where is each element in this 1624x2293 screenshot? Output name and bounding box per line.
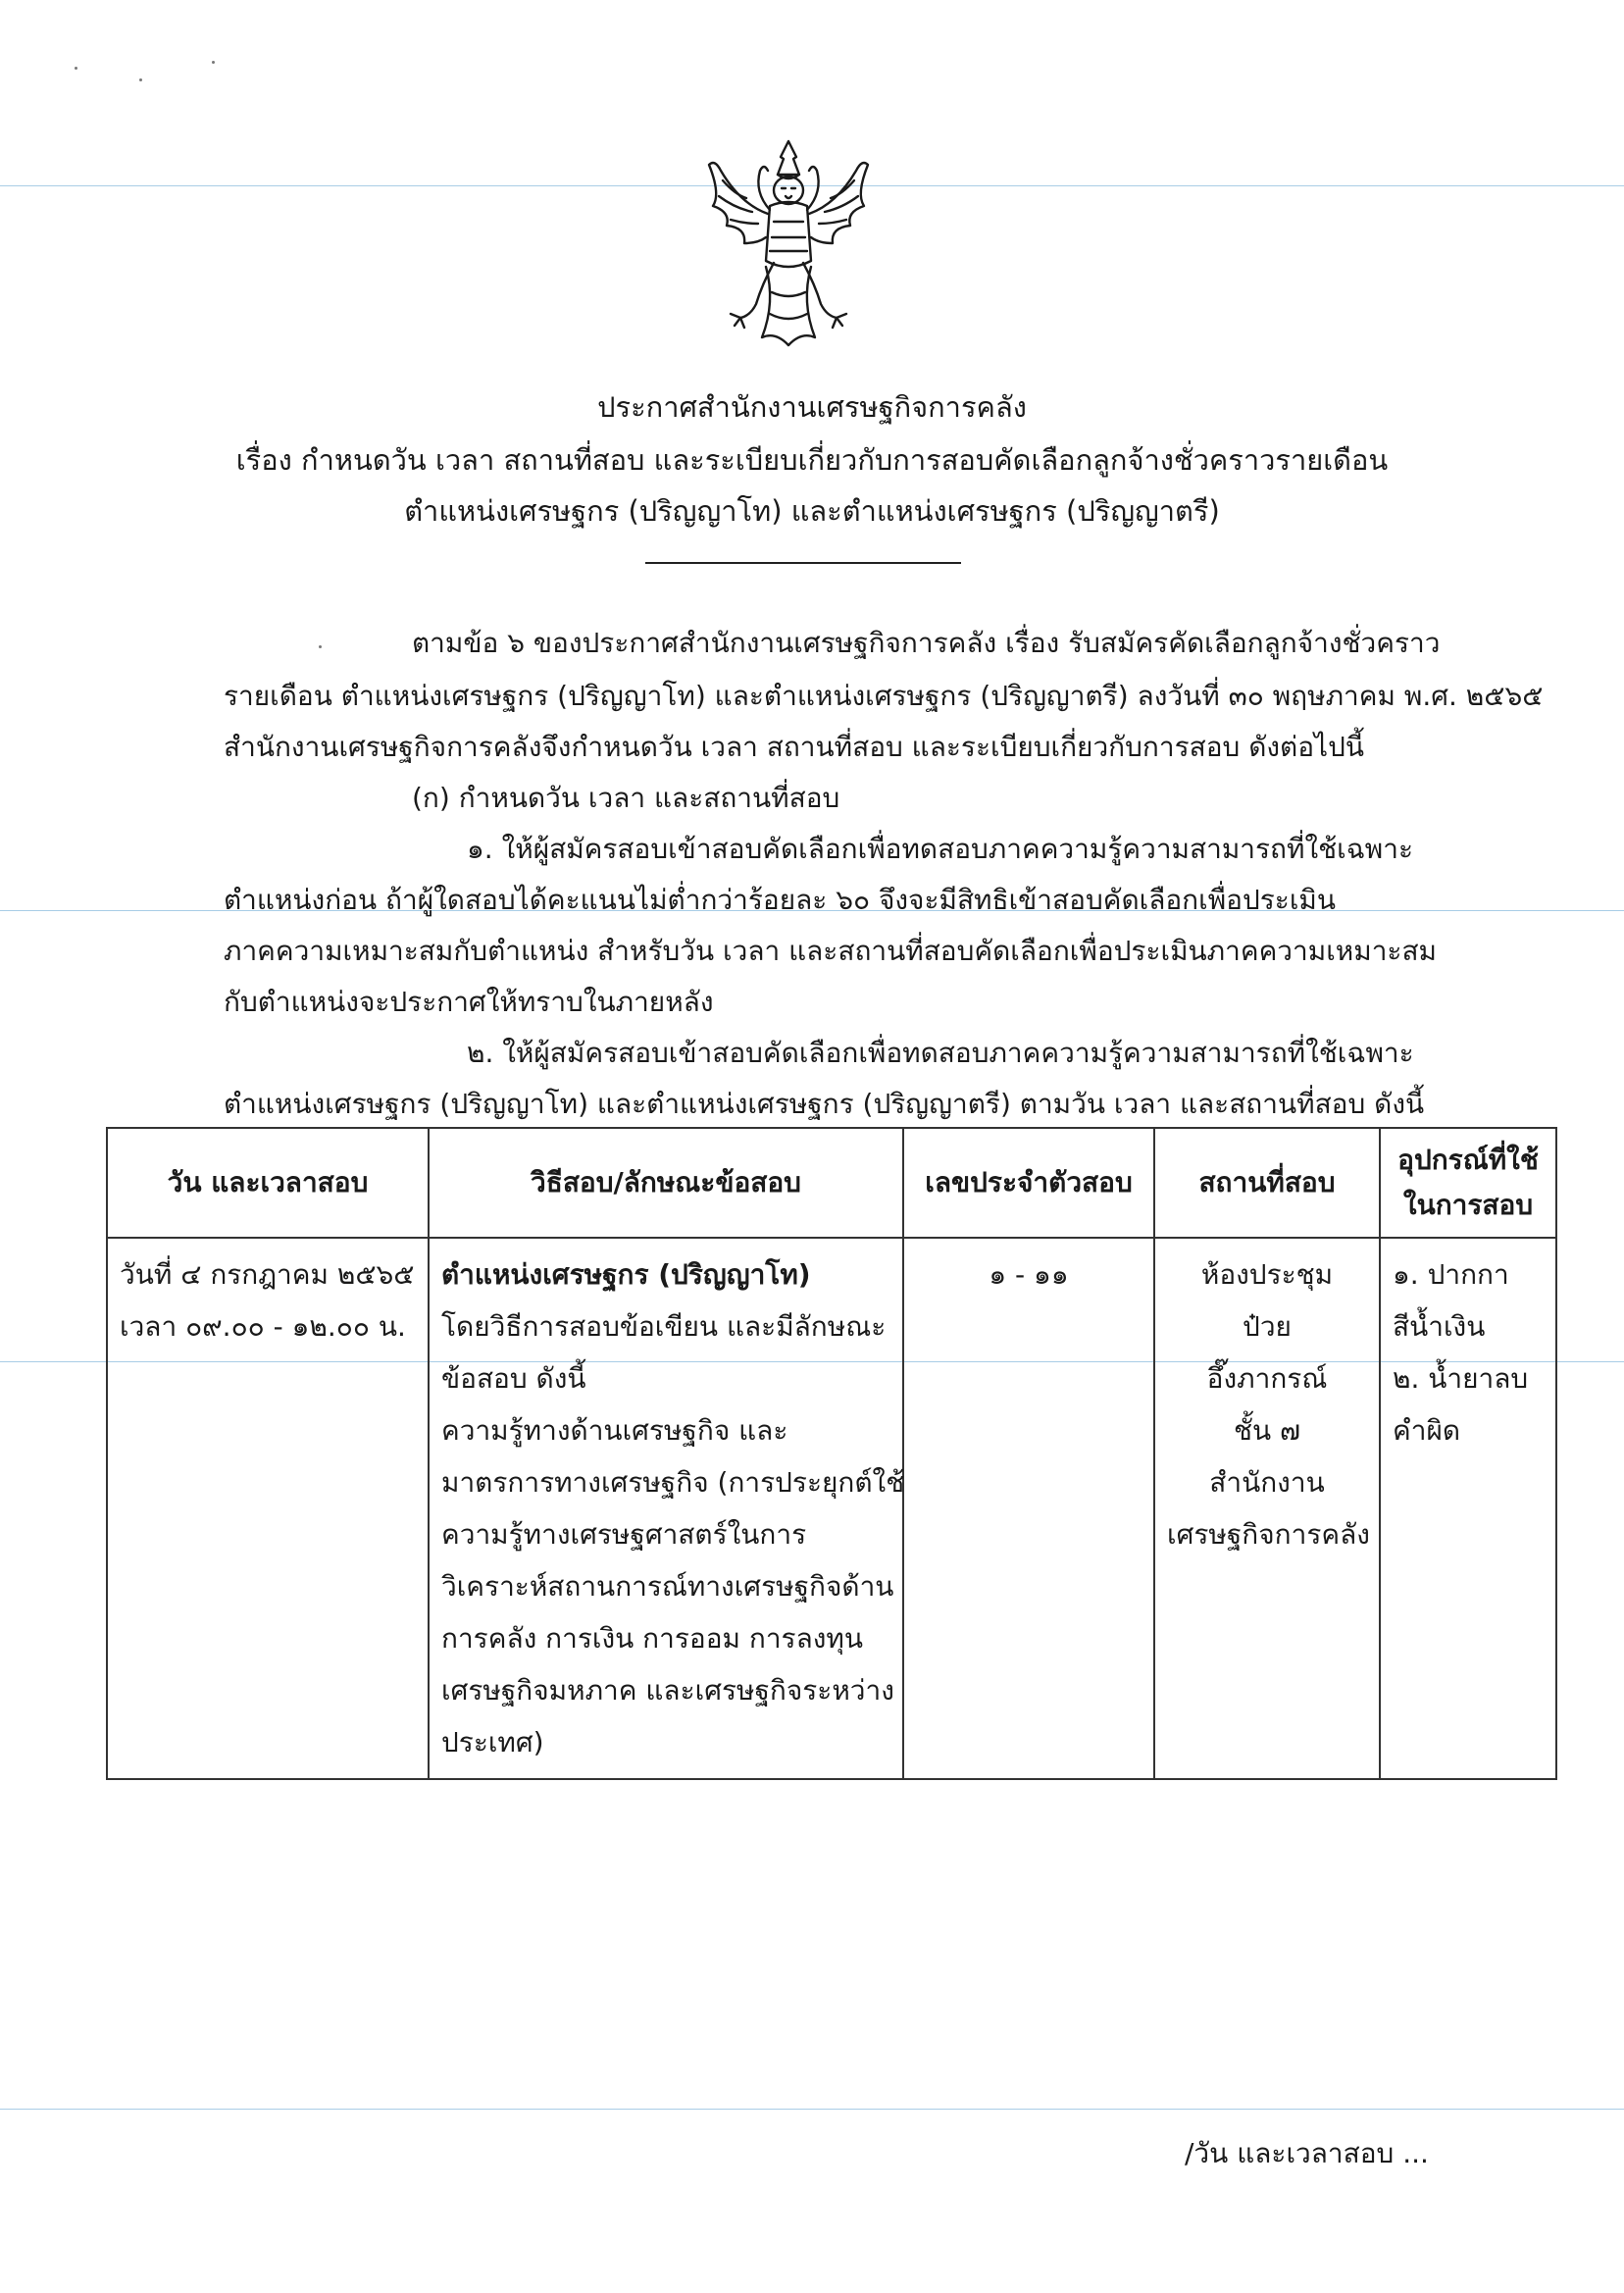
column-header-equipment: อุปกรณ์ที่ใช้ ในการสอบ [1380,1128,1556,1238]
announcement-title: ประกาศสำนักงานเศรษฐกิจการคลัง [597,390,1027,424]
scan-speck [212,61,215,64]
method-line: มาตรการทางเศรษฐกิจ (การประยุกต์ใช้ [441,1466,905,1499]
item1-line: ตำแหน่งก่อน ถ้าผู้ใดสอบได้คะแนนไม่ต่ำกว่าร้อยละ ๖๐ จึงจะมีสิทธิเข้าสอบคัดเลือกเพื่อประเมิน [224,884,1336,916]
method-line: การคลัง การเงิน การออม การลงทุน [441,1622,864,1655]
method-line: ความรู้ทางด้านเศรษฐกิจ และ [441,1414,788,1447]
method-line: วิเคราะห์สถานการณ์ทางเศรษฐกิจด้าน [441,1570,894,1603]
equipment-line: ๑. ปากกา [1393,1258,1509,1291]
exam-time: เวลา ๐๙.๐๐ - ๑๒.๐๐ น. [120,1310,406,1343]
column-header-method: วิธีสอบ/ลักษณะข้อสอบ [429,1128,903,1238]
scan-speck [139,78,142,81]
method-line: ประเทศ) [441,1726,544,1758]
scan-speck [75,67,77,70]
intro-line: สำนักงานเศรษฐกิจการคลังจึงกำหนดวัน เวลา สถานที่สอบ และระเบียบเกี่ยวกับการสอบ ดังต่อไปนี้ [224,731,1365,763]
scan-speck [319,645,322,648]
method-line: เศรษฐกิจมหภาค และเศรษฐกิจระหว่าง [441,1674,894,1707]
intro-line: ตามข้อ ๖ ของประกาศสำนักงานเศรษฐกิจการคลัง เรื่อง รับสมัครคัดเลือกลูกจ้างชั่วคราว [412,627,1441,659]
equipment-line: ๒. น้ำยาลบ [1393,1362,1529,1395]
announcement-subject: เรื่อง กำหนดวัน เวลา สถานที่สอบ และระเบียบเกี่ยวกับการสอบคัดเลือกลูกจ้างชั่วคราวรายเดือน [235,443,1389,477]
exam-schedule-table [106,1127,1557,1780]
position-title: ตำแหน่งเศรษฐกร (ปริญญาโท) [441,1258,811,1291]
announcement-subject-positions: ตำแหน่งเศรษฐกร (ปริญญาโท) และตำแหน่งเศรษฐกร (ปริญญาตรี) [404,494,1220,528]
item2-line: ๒. ให้ผู้สมัครสอบเข้าสอบคัดเลือกเพื่อทดสอบภาคความรู้ความสามารถที่ใช้เฉพาะ [467,1037,1414,1069]
cell-method [429,1238,903,1779]
cell-date-time [107,1238,429,1779]
venue-line: ชั้น ๗ [1233,1414,1301,1447]
equipment-line: สีน้ำเงิน [1393,1310,1486,1343]
item1-line: กับตำแหน่งจะประกาศให้ทราบในภายหลัง [224,986,714,1018]
venue-line: ป๋วย [1243,1310,1292,1343]
venue-line: อึ๊งภากรณ์ [1206,1362,1328,1395]
method-line: โดยวิธีการสอบข้อเขียน และมีลักษณะ [441,1310,887,1343]
item1-line: ๑. ให้ผู้สมัครสอบเข้าสอบคัดเลือกเพื่อทดสอบภาคความรู้ความสามารถที่ใช้เฉพาะ [467,833,1413,865]
item2-line: ตำแหน่งเศรษฐกร (ปริญญาโท) และตำแหน่งเศรษฐกร (ปริญญาตรี) ตามวัน เวลา และสถานที่สอบ ดังนี้ [224,1088,1425,1120]
cell-venue [1154,1238,1380,1779]
cell-equipment [1380,1238,1556,1779]
column-header-date: วัน และเวลาสอบ [107,1128,429,1238]
cell-exam-id [903,1238,1154,1779]
column-header-venue: สถานที่สอบ [1154,1128,1380,1238]
intro-line: รายเดือน ตำแหน่งเศรษฐกร (ปริญญาโท) และตำแหน่งเศรษฐกร (ปริญญาตรี) ลงวันที่ ๓๐ พฤษภาคม พ.ศ. ๒๕๖๕ [224,680,1544,712]
section-a-heading: (ก) กำหนดวัน เวลา และสถานที่สอบ [412,782,840,814]
column-header-exam-id: เลขประจำตัวสอบ [903,1128,1154,1238]
exam-date: วันที่ ๔ กรกฎาคม ๒๕๖๕ [120,1258,415,1291]
page-continuation: /วัน และเวลาสอบ ... [1185,2137,1429,2169]
exam-id-range: ๑ - ๑๑ [989,1258,1069,1291]
table-header-row [107,1128,1556,1238]
equipment-line: คำผิด [1393,1414,1461,1447]
venue-line: เศรษฐกิจการคลัง [1167,1518,1370,1551]
table-row [107,1238,1556,1779]
method-line: ความรู้ทางเศรษฐศาสตร์ในการ [441,1518,807,1551]
scan-line [0,2109,1624,2110]
venue-line: สำนักงาน [1209,1466,1325,1499]
header-divider [645,562,961,564]
item1-line: ภาคความเหมาะสมกับตำแหน่ง สำหรับวัน เวลา และสถานที่สอบคัดเลือกเพื่อประเมินภาคความเหมาะสม [224,935,1438,967]
venue-line: ห้องประชุม [1200,1258,1334,1291]
garuda-emblem [701,135,876,349]
method-line: ข้อสอบ ดังนี้ [441,1362,586,1395]
